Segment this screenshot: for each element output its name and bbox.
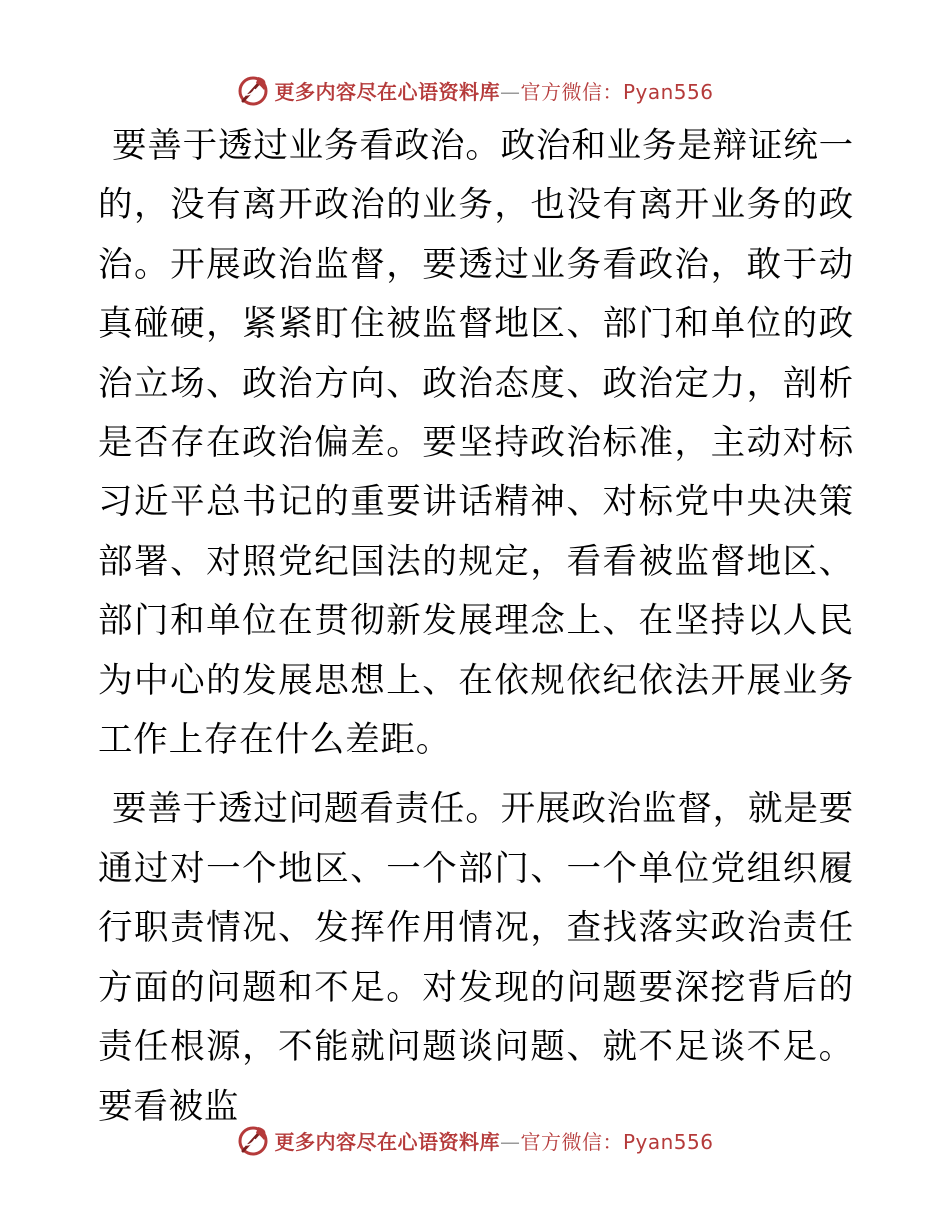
footer-wechat: 官方微信：Pyan556 — [520, 1129, 714, 1154]
header-separator: — — [499, 79, 521, 104]
quill-pen-logo-icon — [236, 73, 270, 107]
header-brand: 更多内容尽在心语资料库 — [274, 79, 500, 104]
footer-watermark — [0, 1120, 950, 1160]
header-text — [274, 76, 713, 105]
footer-separator: — — [499, 1129, 521, 1154]
paragraph-2: 要善于透过问题看责任。开展政治监督，就是要通过对一个地区、一个部门、一个单位党组织履行职责情况、发挥作用情况，查找落实政治责任方面的问题和不足。对发现的问题要深挖背后的责任根源，不能就问题谈问题、就不足谈不足。要看被监 — [98, 789, 854, 1127]
footer-text — [274, 1126, 713, 1155]
quill-pen-logo-icon — [236, 1123, 270, 1157]
paragraph-1: 要善于透过业务看政治。政治和业务是辩证统一的，没有离开政治的业务，也没有离开业务的政治。开展政治监督，要透过业务看政治，敢于动真碰硬，紧紧盯住被监督地区、部门和单位的政治立场、政治方向、政治态度、政治定力，剖析是否存在政治偏差。要坚持政治标准，主动对标习近平总书记的重要讲话精神、对标党中央决策部署、对照党纪国法的规定，看看被监督地区、部门和单位在贯彻新发展理念上、在坚持以人民为中心的发展思想上、在依规依纪依法开展业务工作上存在什么差距。 — [98, 126, 854, 761]
header-wechat: 官方微信：Pyan556 — [520, 79, 714, 104]
document-body — [98, 117, 854, 1137]
footer-brand: 更多内容尽在心语资料库 — [274, 1129, 500, 1154]
header-watermark — [0, 70, 950, 110]
